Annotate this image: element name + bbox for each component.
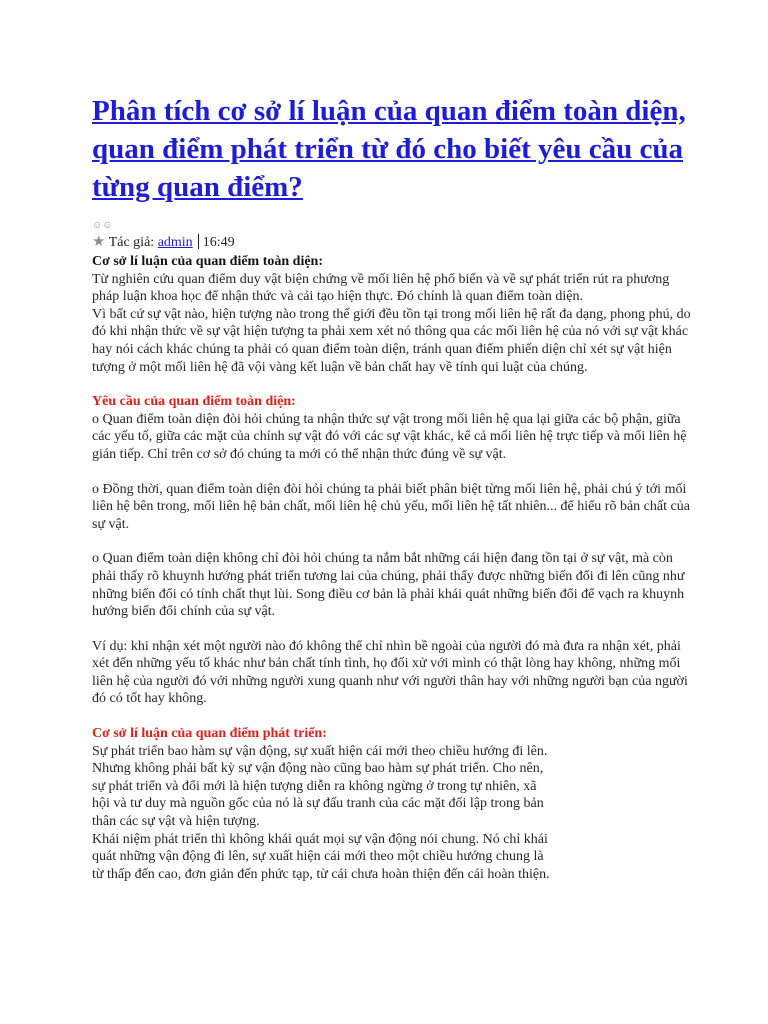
post-time: 16:49	[202, 235, 235, 250]
section-heading-development-basis: Cơ sở lí luận của quan điểm phát triển:	[92, 726, 327, 742]
paragraph: o Đồng thời, quan điểm toàn diện đòi hỏi chúng ta phải biết phân biệt từng mối liên hệ, phải chú ý tới mối liên hệ bên trong, mối liên hệ bản chất, mối liên hệ chủ yếu, mối liên hệ tất nhiên... để hiểu rõ bản chất của sự vật.	[92, 481, 690, 532]
section-heading-comprehensive-requirements: Yêu cầu của quan điểm toàn diện:	[92, 394, 296, 410]
author-label: Tác giả:	[108, 235, 158, 250]
spacer	[92, 376, 692, 393]
paragraph: Ví dụ: khi nhận xét một người nào đó không thể chỉ nhìn bề ngoài của người đó mà đưa ra nhận xét, phải xét đến những yếu tố khác như bản chất tính tình, họ đối xử với mình có thật lòng hay không, những mối liên hệ của người đó với những người xung quanh như với người thân hay với những người bạn của người đó có tốt hay không.	[92, 638, 688, 707]
paragraph: o Quan điểm toàn diện đòi hỏi chúng ta nhận thức sự vật trong mối liên hệ qua lại giữa các bộ phận, giữa các yếu tố, giữa các mặt của chính sự vật đó với các sự vật khác, kể cả mối liên hệ trực tiếp và mối liên hệ gián tiếp. Chỉ trên cơ sở đó chúng ta mới có thể nhận thức đúng về sự vật.	[92, 411, 687, 462]
article-meta	[92, 234, 692, 251]
star-icon: ★	[92, 234, 106, 250]
emoticon-icon: ☺☺	[92, 220, 113, 231]
paragraph: Từ nghiên cứu quan điểm duy vật biện chứng về mối liên hệ phổ biến và về sự phát triển rút ra phương pháp luận khoa học để nhận thức và cải tạo hiện thực. Đó chính là quan điểm toàn diện.	[92, 271, 670, 305]
author-link[interactable]: admin	[157, 235, 193, 250]
spacer	[92, 464, 692, 481]
section-heading-comprehensive-basis: Cơ sở lí luận của quan điểm toàn diện:	[92, 254, 323, 269]
article-title-link[interactable]: Phân tích cơ sở lí luận của quan điểm toàn diện, quan điểm phát triển từ đó cho biết yêu cầu của từng quan điểm?	[92, 95, 686, 203]
meta-separator	[198, 234, 199, 249]
article-title[interactable]	[92, 92, 692, 206]
paragraph: Sự phát triển bao hàm sự vận động, sự xuất hiện cái mới theo chiều hướng đi lên. Nhưng không phải bất kỳ sự vận động nào cũng bao hàm sự phát triển. Cho nên, sự phát triển và đổi mới là hiện tượng diễn ra không ngừng ở trong tự nhiên, xã hội và tư duy mà nguồn gốc của nó là sự đấu tranh của các mặt đối lập trong bản thân các sự vật và hiện tượng.	[92, 743, 548, 830]
paragraph: o Quan điểm toàn diện không chỉ đòi hỏi chúng ta nắm bắt những cái hiện đang tồn tại ở sự vật, mà còn phải thấy rõ khuynh hướng phát triển tương lai của chúng, phải thấy được những biến đổi đi lên cũng như những biến đổi có tính chất thụt lùi. Song điều cơ bản là phải khái quát những biến đổi để vạch ra khuynh hướng biến đổi chính của sự vật.	[92, 551, 685, 620]
paragraph: Vì bất cứ sự vật nào, hiện tượng nào trong thế giới đều tồn tại trong mối liên hệ rất đa dạng, phong phú, do đó khi nhận thức về sự vật hiện tượng ta phải xem xét nó thông qua các mối liên hệ của nó với sự vật khác hay nói cách khác chúng ta phải có quan điểm toàn diện, tránh quan điểm phiến diện chỉ xét sự vật hiện tượng ở một mối liên hệ đã vội vàng kết luận về bản chất hay về tính qui luật của chúng.	[92, 306, 691, 375]
article	[92, 92, 692, 883]
spacer	[92, 708, 692, 725]
spacer	[92, 621, 692, 638]
paragraph: Khái niệm phát triển thì không khái quát mọi sự vận động nói chung. Nó chỉ khái quát những vận động đi lên, sự xuất hiện cái mới theo một chiều hướng chung là từ thấp đến cao, đơn giản đến phức tạp, từ cái chưa hoàn thiện đến cái hoàn thiện.	[92, 831, 550, 882]
spacer	[92, 533, 692, 550]
